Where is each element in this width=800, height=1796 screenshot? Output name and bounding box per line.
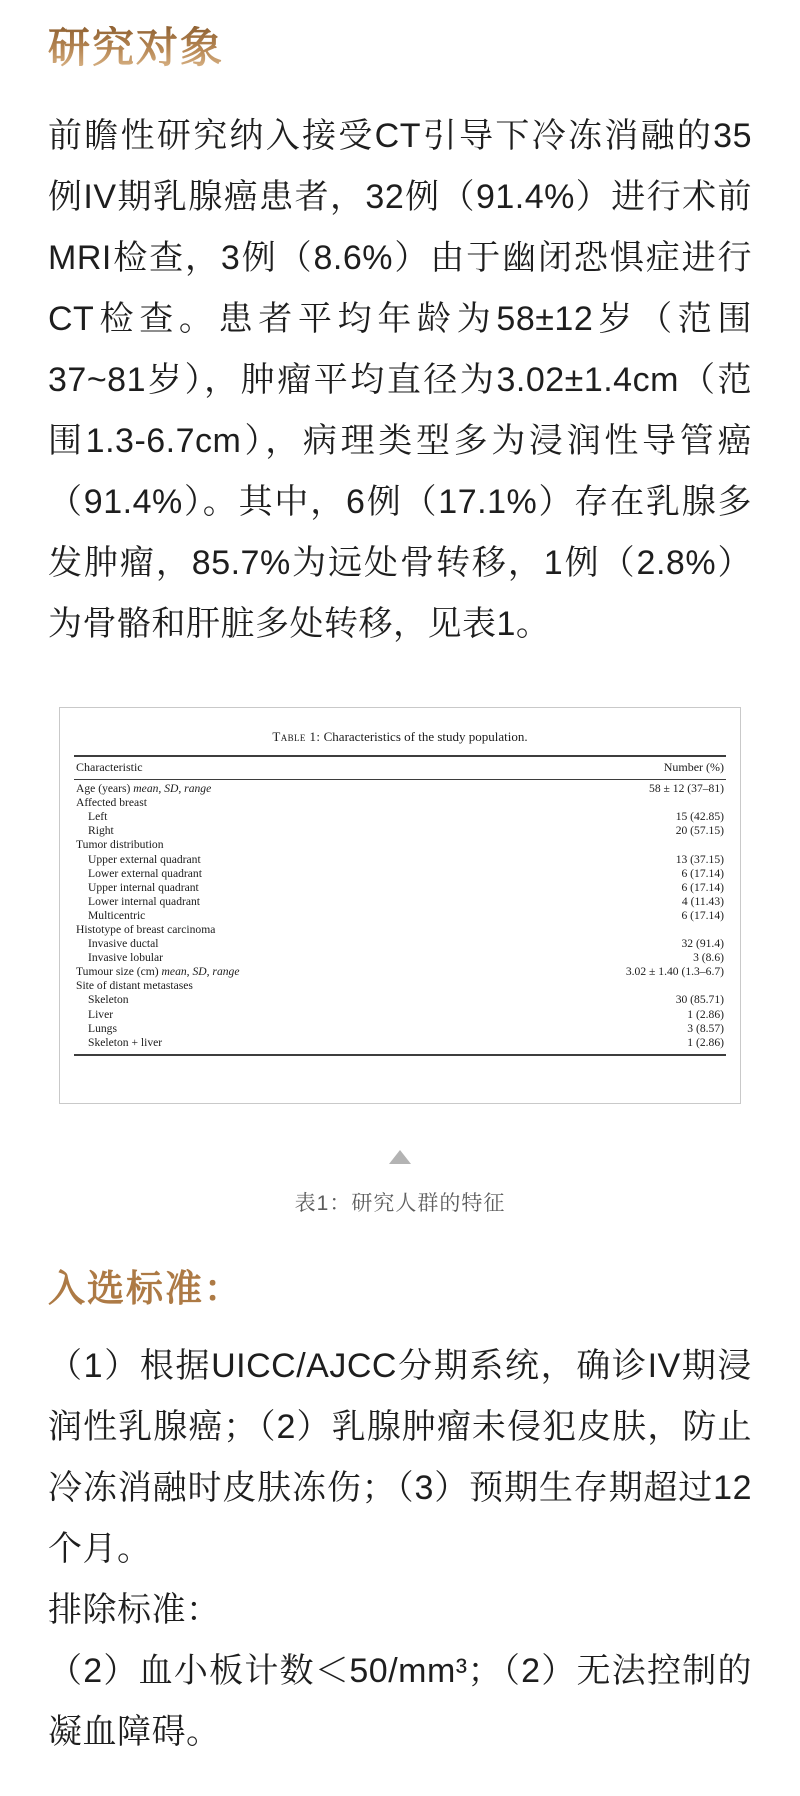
table-row-value: 3 (8.6) (693, 951, 724, 965)
table-row (76, 979, 724, 993)
table-row-value: 15 (42.85) (675, 810, 724, 824)
table-row-value: 4 (11.43) (681, 894, 724, 908)
table-row-label: Upper internal quadrant (88, 880, 199, 894)
study-table-figure[interactable] (59, 707, 741, 1104)
table-row (76, 853, 724, 867)
table-row (76, 993, 724, 1007)
table-row (76, 951, 724, 965)
table-row-value: 6 (17.14) (681, 866, 724, 880)
exclusion-subtitle: 排除标准： (48, 1590, 221, 1629)
exclusion-paragraph: （2）血小板计数＜50/mm³；（2）无法控制的凝血障碍。 (48, 1651, 752, 1751)
table-row-label: Skeleton (88, 993, 129, 1007)
table-row (76, 895, 724, 909)
table-row-value: 3 (8.57) (687, 1021, 724, 1035)
table-title-text: Characteristics of the study population. (323, 729, 528, 745)
table-row (76, 782, 724, 796)
table-row-label: Affected breast (76, 796, 147, 810)
table-row (76, 937, 724, 951)
table-row-label: Upper external quadrant (88, 852, 201, 866)
table-header-characteristic: Characteristic (76, 760, 143, 775)
table-title (74, 729, 726, 745)
study-table-body (74, 780, 726, 1056)
table-row-value: 6 (17.14) (681, 908, 724, 922)
table-row-value: 32 (91.4) (681, 937, 724, 951)
table-row-label: Left (88, 810, 108, 824)
table-row-label: Lower external quadrant (88, 866, 202, 880)
table-row-label: Lower internal quadrant (88, 894, 201, 908)
table-row-label: Invasive lobular (88, 951, 164, 965)
table-row-label: Liver (88, 1007, 114, 1021)
section-title-inclusion-criteria: 入选标准： (48, 1268, 243, 1310)
inclusion-paragraph: （1）根据UICC/AJCC分期系统，确诊IV期浸润性乳腺癌；（2）乳腺肿瘤未侵犯皮肤，防止冷冻消融时皮肤冻伤；（3）预期生存期超过12个月。 (48, 1346, 752, 1568)
triangle-up-icon (389, 1150, 411, 1164)
table-row (76, 909, 724, 923)
table-row-value: 20 (57.15) (675, 824, 724, 838)
section-title-study-subjects: 研究对象 (48, 26, 225, 72)
table-row (76, 965, 724, 979)
table-row (76, 923, 724, 937)
table-row (76, 881, 724, 895)
table-row (76, 1022, 724, 1036)
table-row-label: Skeleton + liver (88, 1035, 163, 1049)
table-row-label: Tumor distribution (76, 838, 164, 852)
study-paragraph: 前瞻性研究纳入接受CT引导下冷冻消融的35例IV期乳腺癌患者，32例（91.4%）进行术前MRI检查，3例（8.6%）由于幽闭恐惧症进行CT检查。患者平均年龄为58±12岁（范围37~81岁），肿瘤平均直径为3.02±1.4cm（范围1.3-6.7cm），病理类型多为浸润性导管癌（91.4%）。其中，6例（17.1%）存在乳腺多发肿瘤，85.7%为远处骨转移，1例（2.8%）为骨骼和肝脏多处转移，见表1。 (48, 117, 752, 644)
table-row-label: Invasive ductal (88, 937, 159, 951)
table-row-label: Multicentric (88, 908, 146, 922)
table-row-label: Age (years) mean, SD, range (76, 782, 212, 796)
table-row (76, 796, 724, 810)
table-row (76, 1036, 724, 1050)
table-row-label: Histotype of breast carcinoma (76, 922, 216, 936)
table-caption: 表1：研究人群的特征 (294, 1192, 506, 1216)
table-row (76, 1008, 724, 1022)
table-row (76, 867, 724, 881)
table-row (76, 810, 724, 824)
table-row-value: 58 ± 12 (37–81) (649, 782, 724, 796)
table-row (76, 838, 724, 852)
table-header-number: Number (%) (663, 760, 724, 775)
table-row-label: Tumour size (cm) mean, SD, range (76, 965, 240, 979)
table-row-value: 13 (37.15) (675, 852, 724, 866)
table-row-value: 1 (2.86) (687, 1035, 724, 1049)
table-row-label: Lungs (88, 1021, 117, 1035)
table-row-label: Site of distant metastases (76, 979, 193, 993)
table-row (76, 824, 724, 838)
table-title-prefix: Table 1: (272, 729, 321, 745)
table-row-value: 6 (17.14) (681, 880, 724, 894)
table-header-row (74, 755, 726, 780)
table-row-label: Right (88, 824, 114, 838)
table-row-value: 30 (85.71) (675, 993, 724, 1007)
table-row-value: 1 (2.86) (687, 1007, 724, 1021)
table-row-value: 3.02 ± 1.40 (1.3–6.7) (625, 965, 724, 979)
